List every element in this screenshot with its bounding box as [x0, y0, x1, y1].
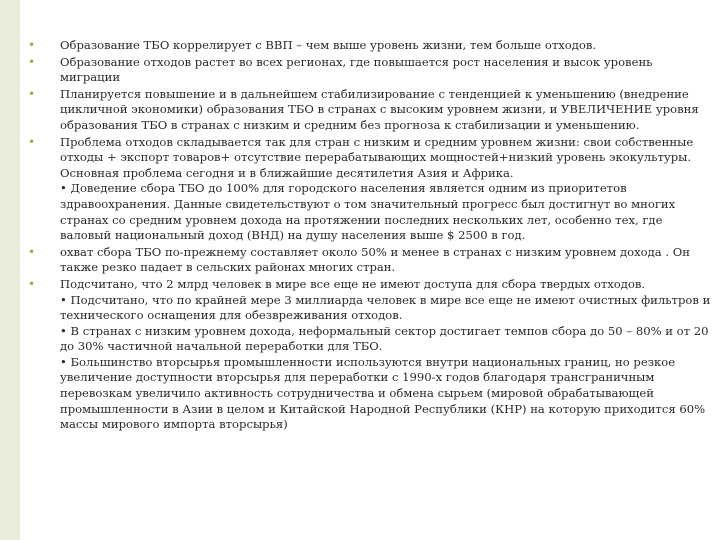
bullet-dot-icon: •: [28, 244, 36, 259]
bullet-text: Образование ТБО коррелирует с ВВП – чем выше уровень жизни, тем больше отходов.: [60, 38, 597, 52]
bullet-text: охват сбора ТБО по-прежнему составляет около 50% и менее в странах с низким уровнем дохода . Он также резко падает в сельских районах многих стран.: [60, 244, 690, 275]
bullet-item: [22, 38, 712, 54]
bullet-text: Планируется повышение и в дальнейшем стабилизирование с тенденцией к уменьшению (внедрение цикличной экономики) образования ТБО в странах с высоким уровнем жизни, и УВЕЛИЧЕНИЕ уровня образования ТБО в странах с низким и средним без прогноза к стабилизации и уменьшению.: [60, 86, 699, 132]
bullet-dot-icon: •: [28, 38, 36, 52]
bullet-text: Подсчитано, что 2 млрд человек в мире все еще не имеют доступа для сбора твердых отходов.: [60, 276, 646, 291]
bullet-dot-icon: •: [28, 134, 36, 149]
bullet-item: [22, 245, 712, 276]
bullet-item: [22, 87, 712, 134]
decorative-sidebar: [0, 0, 20, 540]
bullet-dot-icon: •: [28, 54, 36, 69]
bullet-subtext: • Доведение сбора ТБО до 100% для городского населения является одним из приоритетов здравоохранения. Данные свидетельствуют о том значительный прогресс был достигнут во многих странах со средним уровнем дохода на протяжении последних нескольких лет, особенно тех, где валовый национальный доход (ВНД) на душу населения выше $ 2500 в год.: [60, 181, 676, 243]
bullet-subtext: • Большинство вторсырья промышленности используются внутри национальных границ, но резкое увеличение доступности вторсырья для переработки с 1990-х годов благодаря трансграничным перевозкам увеличило активность сотрудничества и обмена сырьем (мировой обрабатывающей промышленности в Азии в целом и Китайской Народной Республики (КНР) на которую приходится 60% массы мирового импорта вторсырья): [60, 354, 706, 432]
bullet-text: Образование отходов растет во всех регионах, где повышается рост населения и высок уровень миграции: [60, 54, 653, 85]
bullet-subtext: • В странах с низким уровнем дохода, неформальный сектор достигает темпов сбора до 50 – 80% и от 20 до 30% частичной начальной переработки для ТБО.: [60, 323, 709, 354]
bullet-text: Проблема отходов складывается так для стран с низким и средним уровнем жизни: свои собственные отходы + экспорт товаров+ отсутствие перерабатывающих мощностей+низкий уровень экокультуры. Основная проблема сегодня и в ближайшие десятилетия Азия и Африка.: [60, 134, 694, 180]
bullet-list: [22, 38, 712, 433]
slide-content: [22, 38, 712, 528]
bullet-subtext: • Подсчитано, что по крайней мере 3 миллиарда человек в мире все еще не имеют очистных фильтров и технического оснащения для обезвреживания отходов.: [60, 292, 711, 323]
bullet-item: [22, 135, 712, 244]
bullet-item: [22, 55, 712, 86]
bullet-dot-icon: •: [28, 86, 36, 101]
bullet-dot-icon: •: [28, 276, 36, 291]
bullet-item: [22, 277, 712, 433]
